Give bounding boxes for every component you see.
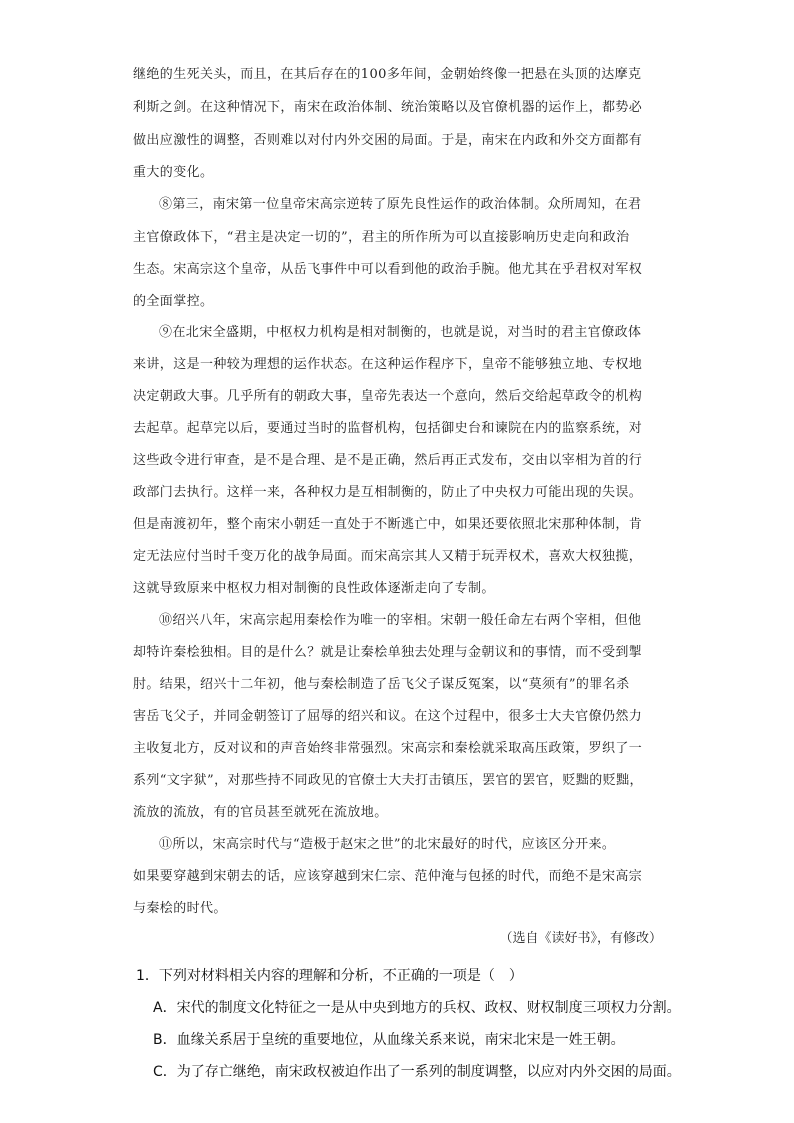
passage-line: 却特许秦桧独相。目的是什么？就是让秦桧单独去处理与金朝议和的事情，而不受到掣 [133, 645, 643, 660]
passage-line: 流放的流放，有的官员甚至就死在流放地。 [133, 805, 388, 820]
passage-line: 肘。结果，绍兴十二年初，他与秦桧制造了岳飞父子谋反冤案，以“莫须有”的罪名杀 [133, 677, 630, 692]
passage-line: 系列“文字狱”，对那些持不同政见的官僚士大夫打击镇压，罢官的罢官，贬黜的贬黜， [133, 773, 643, 788]
passage-line: 这些政令进行审查，是不是合理、是不是正确，然后再正式发布，交由以宰相为首的行 [133, 453, 643, 468]
source-citation: （选自《读好书》，有修改） [499, 931, 662, 946]
passage-line: 来讲，这是一种较为理想的运作状态。在这种运作程序下，皇帝不能够独立地、专权地 [133, 357, 643, 372]
question-stem: 1．下列对材料相关内容的理解和分析，不正确的一项是（ ） [136, 968, 523, 984]
passage-line: 的全面掌控。 [133, 294, 214, 309]
passage-line: 如果要穿越到宋朝去的话，应该穿越到宋仁宗、范仲淹与包拯的时代，而绝不是宋高宗 [133, 869, 643, 884]
option-a[interactable]: A．宋代的制度文化特征之一是从中央到地方的兵权、政权、财权制度三项权力分割。 [153, 1000, 681, 1016]
passage-line: 这就导致原来中枢权力相对制衡的良性政体逐渐走向了专制。 [133, 581, 495, 596]
passage-line: 主收复北方，反对议和的声音始终非常强烈。宋高宗和秦桧就采取高压政策，罗织了一 [133, 741, 643, 756]
passage-line: 重大的变化。 [133, 165, 214, 180]
paragraph-10-first-line: ⑩绍兴八年，宋高宗起用秦桧作为唯一的宰相。宋朝一般任命左右两个宰相，但他 [159, 613, 642, 628]
passage-line: 但是南渡初年，整个南宋小朝廷一直处于不断逃亡中，如果还要依照北宋那种体制，肯 [133, 517, 643, 532]
passage-line: 生态。宋高宗这个皇帝，从岳飞事件中可以看到他的政治手腕。他尤其在乎君权对军权 [133, 262, 643, 277]
paragraph-8-first-line: ⑧第三，南宋第一位皇帝宋高宗逆转了原先良性运作的政治体制。众所周知，在君 [159, 197, 642, 212]
passage-line: 继绝的生死关头，而且，在其后存在的100多年间，金朝始终像一把悬在头顶的达摩克 [133, 67, 642, 82]
passage-line: 定无法应付当时千变万化的战争局面。而宋高宗其人又精于玩弄权术，喜欢大权独揽， [133, 549, 643, 564]
passage-line: 害岳飞父子，并同金朝签订了屈辱的绍兴和议。在这个过程中，很多士大夫官僚仍然力 [133, 709, 643, 724]
option-b[interactable]: B．血缘关系居于皇统的重要地位，从血缘关系来说，南宋北宋是一姓王朝。 [153, 1032, 625, 1048]
paragraph-9-first-line: ⑨在北宋全盛期，中枢权力机构是相对制衡的，也就是说，对当时的君主官僚政体 [159, 325, 642, 340]
passage-line: 政部门去执行。这样一来，各种权力是互相制衡的，防止了中央权力可能出现的失误。 [133, 485, 643, 500]
passage-line: 决定朝政大事。几乎所有的朝政大事，皇帝先表达一个意向，然后交给起草政令的机构 [133, 389, 643, 404]
passage-line: 与秦桧的时代。 [133, 901, 227, 916]
paragraph-11-first-line: ⑪所以，宋高宗时代与“造极于赵宋之世”的北宋最好的时代，应该区分开来。 [159, 837, 616, 852]
passage-line: 做出应激性的调整，否则难以对付内外交困的局面。于是，南宋在内政和外交方面都有 [133, 133, 643, 148]
passage-line: 利斯之剑。在这种情况下，南宋在政治体制、统治策略以及官僚机器的运作上，都势必 [133, 100, 643, 115]
passage-line: 主官僚政体下，“君主是决定一切的”，君主的所作所为可以直接影响历史走向和政治 [133, 230, 630, 245]
passage-line: 去起草。起草完以后，要通过当时的监督机构，包括御史台和谏院在内的监察系统，对 [133, 421, 643, 436]
option-c[interactable]: C．为了存亡继绝，南宋政权被迫作出了一系列的制度调整，以应对内外交困的局面。 [153, 1064, 681, 1080]
